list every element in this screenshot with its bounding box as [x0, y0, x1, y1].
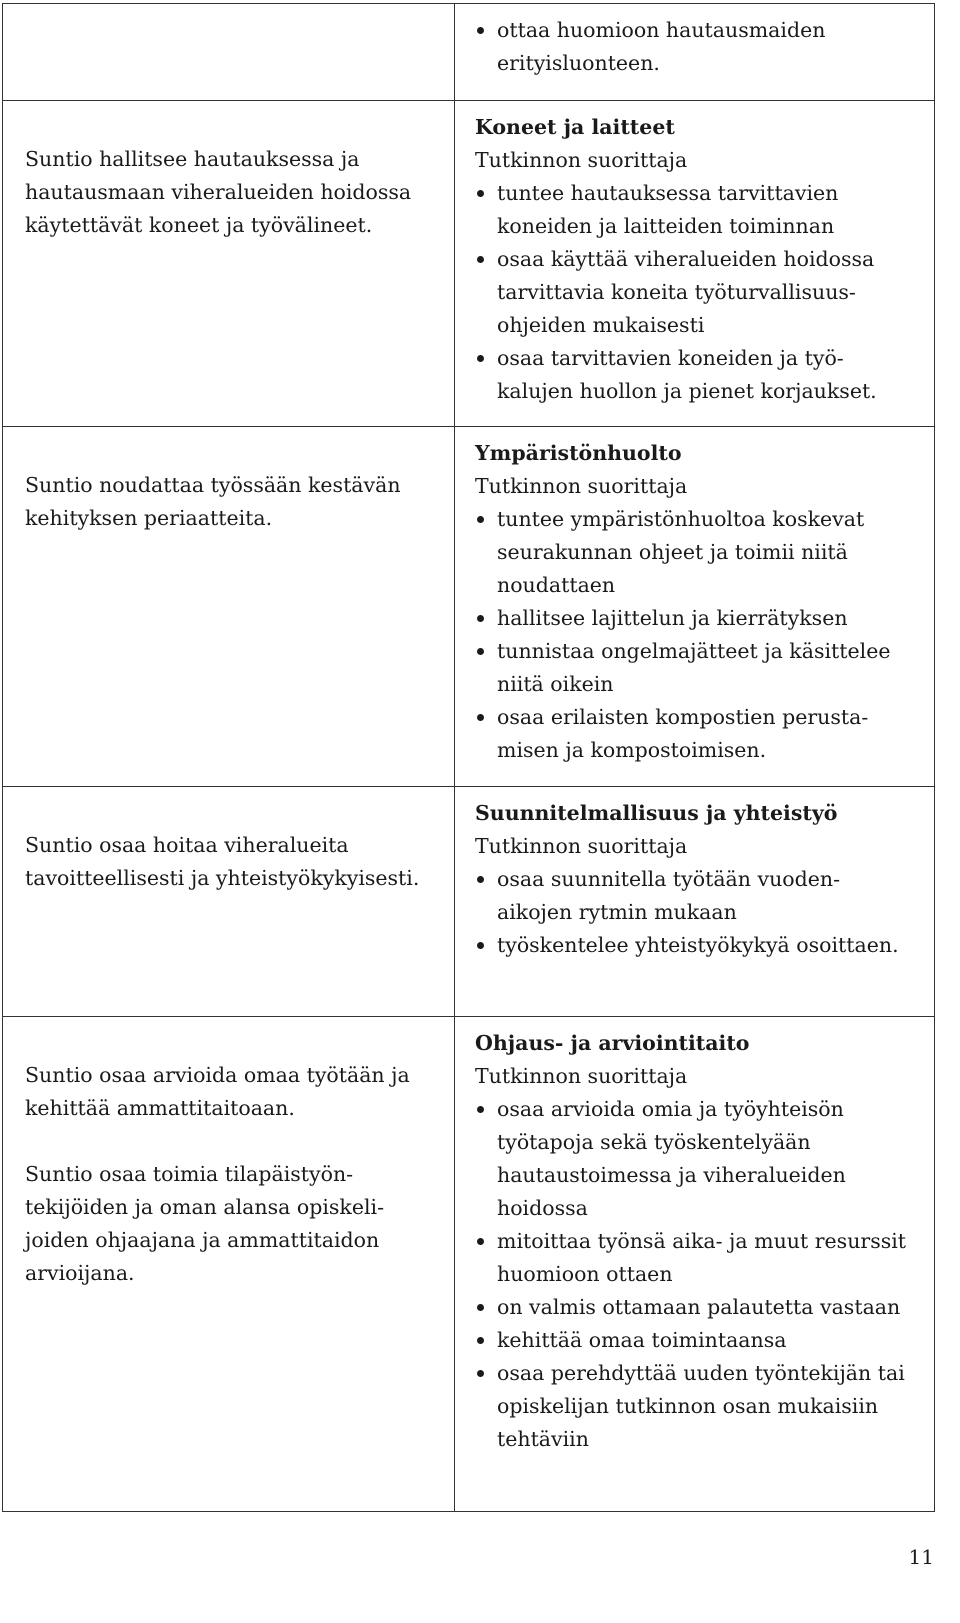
- bullet-icon: [477, 714, 484, 721]
- list-item-text: tuntee ympäristönhuoltoa koskevat seurakunnan ohjeet ja toimii niitä noudattaen: [497, 507, 865, 597]
- section-subheading: Tutkinnon suorittaja: [475, 834, 688, 858]
- list-item-text: osaa suunnitella työtään vuoden-aikojen rytmin mukaan: [497, 867, 841, 924]
- bullet-icon: [477, 942, 484, 949]
- assessment-criteria-cell: [455, 1017, 935, 1512]
- goal-text: Suntio osaa toimia tilapäistyön-tekijöiden ja oman alansa opiskeli-joiden ohjaajana ja ammattitaidon arvioijana.: [25, 1162, 384, 1285]
- list-item: [475, 1291, 914, 1324]
- bullet-icon: [477, 516, 484, 523]
- competence-goal-cell: [3, 427, 455, 787]
- assessment-criteria-cell: [455, 101, 935, 427]
- list-item-text: osaa tarvittavien koneiden ja työ-kalujen huollon ja pienet korjaukset.: [497, 346, 877, 403]
- table-row: [3, 1017, 935, 1512]
- list-item: [475, 863, 914, 929]
- list-item: [475, 503, 914, 602]
- list-item-text: osaa arvioida omia ja työyhteisön työtapoja sekä työskentelyään hautaustoimessa ja viheralueiden hoidossa: [497, 1097, 846, 1220]
- section-subheading: Tutkinnon suorittaja: [475, 474, 688, 498]
- list-item: [475, 14, 914, 80]
- list-item: [475, 1324, 914, 1357]
- list-item-text: osaa perehdyttää uuden työntekijän tai opiskelijan tutkinnon osan mukaisiin tehtäviin: [497, 1361, 905, 1451]
- goal-text: Suntio osaa hoitaa viheralueita tavoitteellisesti ja yhteistyökykyisesti.: [25, 833, 420, 890]
- competence-goal-cell: [3, 101, 455, 427]
- goal-text: Suntio hallitsee hautauksessa ja hautausmaan viheralueiden hoidossa käytettävät koneet ja työvälineet.: [25, 147, 412, 237]
- bullet-icon: [477, 648, 484, 655]
- bullet-icon: [477, 1370, 484, 1377]
- list-item-text: osaa käyttää viheralueiden hoidossa tarvittavia koneita työturvallisuus-ohjeiden mukaisesti: [497, 247, 875, 337]
- bullet-icon: [477, 1106, 484, 1113]
- list-item-text: kehittää omaa toimintaansa: [497, 1328, 787, 1352]
- competence-goal-cell: [3, 1017, 455, 1512]
- bullet-icon: [477, 355, 484, 362]
- criteria-list: [475, 177, 914, 408]
- goal-text: Suntio osaa arvioida omaa työtään ja kehittää ammattitaitoaan.: [25, 1063, 410, 1120]
- list-item: [475, 177, 914, 243]
- list-item-text: työskentelee yhteistyökykyä osoittaen.: [497, 933, 899, 957]
- competence-goal-cell: [3, 787, 455, 1017]
- section-subheading: Tutkinnon suorittaja: [475, 148, 688, 172]
- assessment-criteria-cell: [455, 4, 935, 101]
- bullet-icon: [477, 190, 484, 197]
- list-item-text: ottaa huomioon hautausmaiden erityisluonteen.: [497, 18, 826, 75]
- list-item: [475, 342, 914, 408]
- list-item-text: tuntee hautauksessa tarvittavien koneiden ja laitteiden toiminnan: [497, 181, 839, 238]
- table-row: [3, 4, 935, 101]
- assessment-criteria-cell: [455, 787, 935, 1017]
- bullet-icon: [477, 1304, 484, 1311]
- bullet-icon: [477, 1238, 484, 1245]
- list-item: [475, 635, 914, 701]
- list-item-text: mitoittaa työnsä aika- ja muut resurssit huomioon ottaen: [497, 1229, 907, 1286]
- criteria-list: [475, 503, 914, 767]
- section-heading: Koneet ja laitteet: [475, 115, 675, 139]
- list-item: [475, 701, 914, 767]
- bullet-icon: [477, 1337, 484, 1344]
- assessment-criteria-cell: [455, 427, 935, 787]
- list-item: [475, 1093, 914, 1225]
- list-item: [475, 1357, 914, 1456]
- list-item: [475, 602, 914, 635]
- bullet-icon: [477, 256, 484, 263]
- criteria-list: [475, 863, 914, 962]
- table-row: [3, 427, 935, 787]
- list-item-text: tunnistaa ongelmajätteet ja käsittelee niitä oikein: [497, 639, 891, 696]
- section-heading: Ympäristönhuolto: [475, 441, 682, 465]
- table-row: [3, 787, 935, 1017]
- goal-text: Suntio noudattaa työssään kestävän kehityksen periaatteita.: [25, 473, 401, 530]
- section-subheading: Tutkinnon suorittaja: [475, 1064, 688, 1088]
- criteria-list: [475, 1093, 914, 1456]
- list-item: [475, 1225, 914, 1291]
- list-item: [475, 243, 914, 342]
- competence-table: [2, 3, 935, 1512]
- bullet-icon: [477, 876, 484, 883]
- table-row: [3, 101, 935, 427]
- bullet-icon: [477, 27, 484, 34]
- competence-goal-cell: [3, 4, 455, 101]
- list-item-text: on valmis ottamaan palautetta vastaan: [497, 1295, 901, 1319]
- criteria-list: [475, 14, 914, 80]
- section-heading: Ohjaus- ja arviointitaito: [475, 1031, 750, 1055]
- section-heading: Suunnitelmallisuus ja yhteistyö: [475, 801, 838, 825]
- list-item-text: hallitsee lajittelun ja kierrätyksen: [497, 606, 848, 630]
- list-item-text: osaa erilaisten kompostien perusta-misen ja kompostoimisen.: [497, 705, 869, 762]
- list-item: [475, 929, 914, 962]
- bullet-icon: [477, 615, 484, 622]
- page-number: 11: [908, 1545, 934, 1569]
